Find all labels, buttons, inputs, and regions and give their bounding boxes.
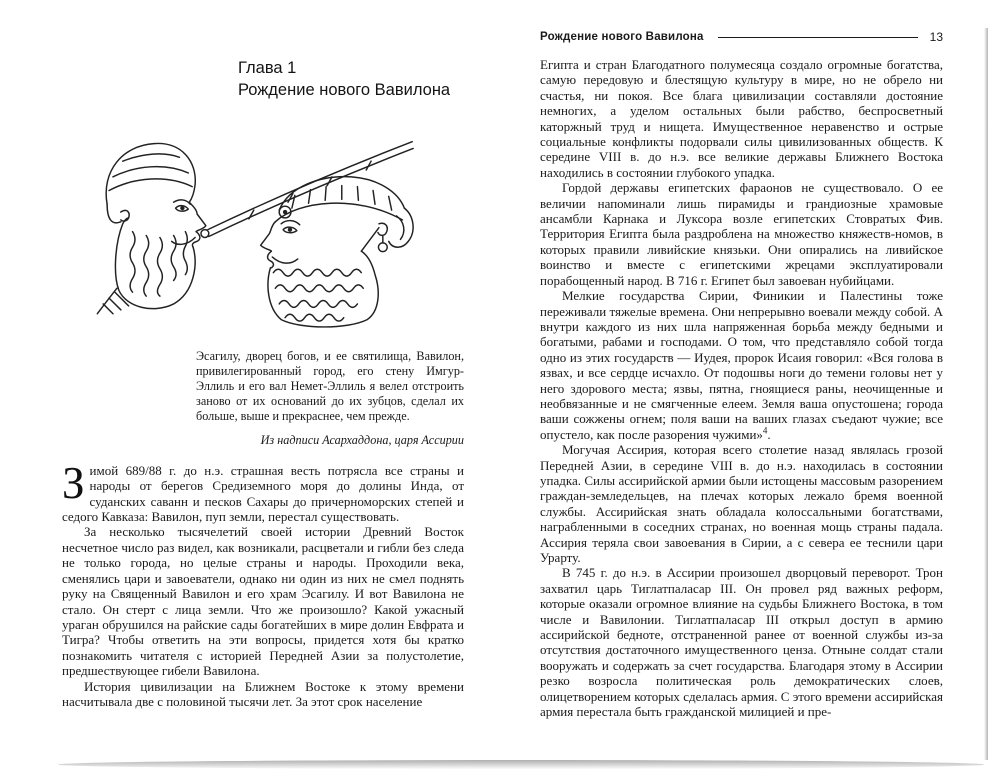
paragraph: История цивилизации на Ближнем Востоке к этому времени насчитывала две с половиной тысячи лет. За этот срок население: [62, 678, 464, 709]
drop-cap: З: [62, 457, 85, 508]
right-page: [540, 30, 943, 719]
sentence-end: .: [767, 426, 771, 442]
footnote-marker: 4: [762, 425, 768, 436]
right-head: [261, 176, 413, 326]
right-page-body: [540, 57, 943, 719]
paragraph: В 745 г. до н.э. в Ассирии произошел дворцовый переворот. Трон захватил царь Тиглатпаласар III. Он провел ряд важных реформ, которые оказали огромное влияние на судьбы Ближнего Востока, в том числе и Вавилонии. Тиглатпаласар III открыл доступ в армию ассирийской бедноте, отстраненной ранее от военной службы из-за отсутствия достаточного имущественного ценза. Отныне солдат стали вооружать и содержать за счет государства. Благодаря этому в Ассирии резко возросла политическая роль демократических слоев, олицетворением которых сделалась армия. С этого времени ассирийская армия перестала быть гражданской милицией и пре-: [540, 565, 943, 720]
paragraph: Египта и стран Благодатного полумесяца создало огромные богатства, самую передовую и блестящую культуру в мире, но не обрело ни счастья, ни покоя. Все блага цивилизации составляли достояние немногих, а уделом остальных были рабство, беспросветный каторжный труд и нищета. Имущественное неравенство и острые социальные конфликты подорвали силы цивилизованных обществ. К середине VIII в. до н.э. все великие державы Ближнего Востока находились в состоянии глубокого упадка.: [540, 57, 943, 180]
paragraph: [540, 288, 943, 442]
page-number: 13: [929, 30, 943, 44]
epigraph: Эсагилу, дворец богов, и ее святилища, Вавилон, привилегированный город, его стену Имгур-Эллиль и его вал Немет-Эллиль я велел отстроить заново от их оснований до их зубцов, сделал их больше, выше и прекраснее, чем прежде.: [196, 348, 464, 423]
running-head-rule: [718, 37, 918, 39]
scan-edge-shadow-bottom: [58, 760, 984, 769]
running-head-title: Рождение нового Вавилона: [540, 31, 704, 43]
paragraph: Гордой державы египетских фараонов не существовало. О ее величии напоминали лишь пирамиды и грандиозные храмовые ансамбли Карнака и Луксора возле египетских Стовратых Фив. Территория Египта была раздроблена на множество княжеств-номов, в которых правили ливийские князьки. Они опирались на ливийское воинство и вместе с египетскими жрецами эксплуатировали порабощенный народ. В 716 г. Египет был завоеван нубийцами.: [540, 180, 943, 288]
paragraph-text: Мелкие государства Сирии, Финикии и Палестины тоже переживали тяжелые времена. Они непрерывно воевали между собой. А внутри каждого из них шла напряженная борьба между бедными и богатыми, рабами и господами. О том, что представляло собой тогда одно из этих государств — Иудея, пророк Исаия говорил: «Вся голова в язвах, и все сердце исчахло. От подошвы ноги до темени головы нет у него здорового места; язвы, пятна, гноящиеся раны, неочищенные и необвязанные и не смягченные елеем. Земля ваша опустошена; города ваши сожжены огнем; поля ваши на ваших глазах съедают чужие; все опустело, как после разорения чужими»: [540, 288, 943, 442]
paragraph: Могучая Ассирия, которая всего столетие назад являлась грозой Передней Азии, в середине VIII в. до н.э. находилась в состоянии упадка. Силы ассирийской армии были истощены массовым разорением граждан-земледельцев, на плечах которых лежало бремя военной службы. Ассирийская знать обладала колоссальными богатствами, награбленными в соседних странах, но военная мощь страны падала. Ассирия теряла свои завоевания в Сирии, а с севера ее теснили цари Урарту.: [540, 442, 943, 565]
scan-edge-shadow-right: [984, 28, 988, 760]
two-assyrian-heads-illustration: [68, 126, 420, 331]
paragraph: За несколько тысячелетий своей истории Древний Восток несчетное число раз видел, как возникали, расцветали и гибли без следа не только города, но целые страны и народы. Проходили века, сменялись цари и завоеватели, однако ни один из них не смел поднять руку на Священный Вавилон и его храм Эсагилу. И вот Вавилона не стало. Он стерт с лица земли. Что же произошло? Какой ужасный ураган обрушился на райские сады богатейших в мире долин Евфрата и Тигра? Чтобы ответить на эти вопросы, придется хотя бы кратко познакомить читателя с историей Передней Азии за полустолетие, предшествующее гибели Вавилона.: [62, 524, 464, 679]
left-head: [97, 143, 206, 313]
left-page: [62, 58, 464, 709]
epigraph-attribution: Из надписи Асархаддона, царя Ассирии: [260, 432, 464, 447]
illustration-svg: [68, 126, 420, 331]
chapter-title: Рождение нового Вавилона: [238, 80, 451, 99]
running-head: [540, 30, 943, 44]
left-page-body: [62, 457, 464, 710]
chapter-label: Глава 1: [238, 59, 297, 77]
paragraph: [62, 457, 464, 525]
chapter-heading: [238, 58, 464, 102]
paragraph-text: имой 689/88 г. до н.э. страшная весть потрясла все страны и народы от берегов Средиземного моря до долины Инда, от суданских саванн и песков Сахары до причерноморских степей и седого Кавказа: Вавилон, пуп земли, перестал существовать.: [62, 462, 464, 525]
